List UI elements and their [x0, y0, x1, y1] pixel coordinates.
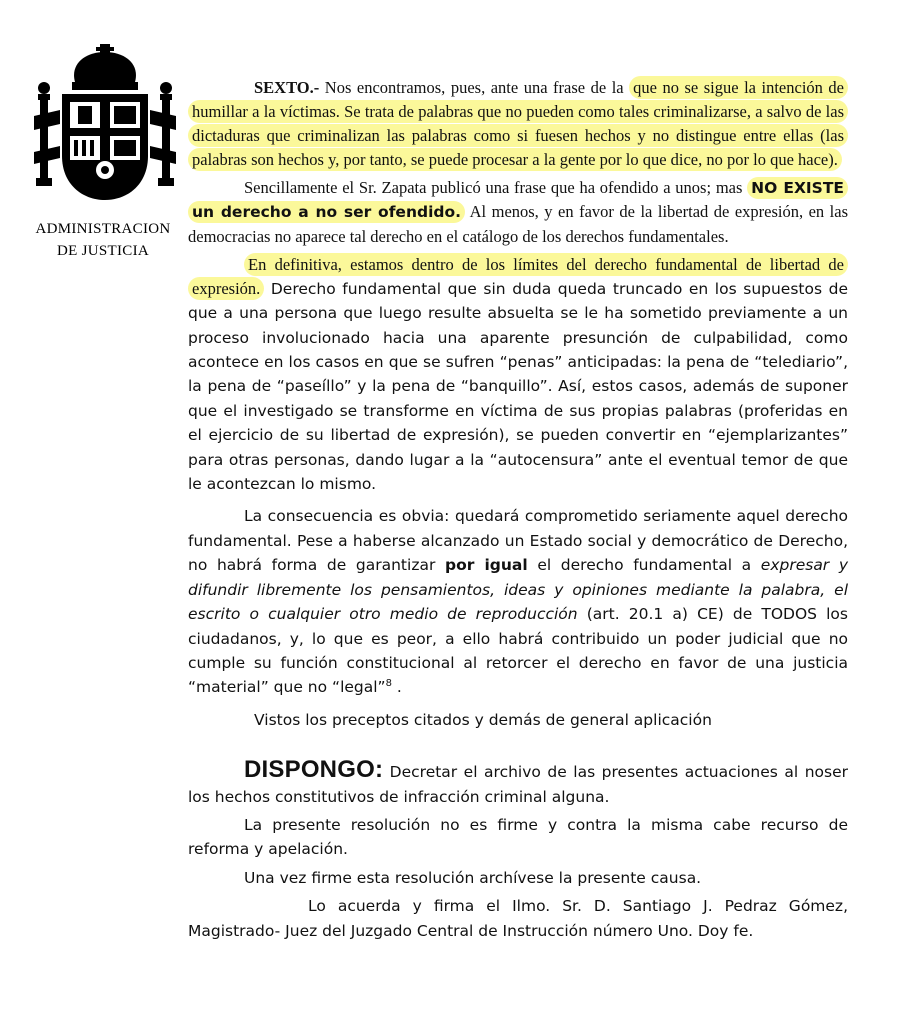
paragraph-firma: Lo acuerda y firma el Ilmo. Sr. D. Santiago J. Pedraz Gómez, Magistrado- Juez del Juzgado Central de Instrucción número Uno. Doy fe. [188, 897, 848, 940]
coat-of-arms-of-spain-icon [30, 44, 180, 204]
section-label-sexto: SEXTO.- [254, 78, 320, 97]
zapata-after: Al menos, y en favor de la libertad de expresión, en las democracias no aparece tal derecho en el catálogo de los derechos fundamentales. [188, 202, 848, 246]
footnote-reference: 8 [385, 678, 392, 690]
sexto-intro: Nos encontramos, pues, ante una frase de la [319, 78, 630, 97]
consecuencia-part2: el derecho fundamental a [527, 556, 761, 575]
consecuencia-end: . [391, 678, 402, 697]
consecuencia-part3: (art. 20.1 a) CE) de TODOS los ciudadanos, y, lo que es peor, a ello habrá contribuido un poder judicial que no cumple su función constitucional al retorcer el derecho en favor de una justicia “material” que no “legal” [188, 605, 848, 697]
consecuencia-italic: expresar y difundir libremente los pensamientos, ideas y opiniones mediante la palabra, el escrito o cualquier otro medio de reproducción [188, 556, 848, 624]
paragraph-archivese: Una vez firme esta resolución archívese la presente causa. [244, 868, 702, 887]
institution-line-2: DE JUSTICIA [56, 243, 150, 259]
ruling-body [188, 76, 848, 943]
paragraph-sexto [188, 76, 848, 172]
consecuencia-part1: La consecuencia es obvia: quedará comprometido seriamente aquel derecho fundamental. Pese a haberse alcanzado un Estado social y democrático de Derecho, no habrá forma de garantizar [188, 507, 848, 575]
consecuencia-bold: por igual [444, 556, 528, 575]
paragraph-consecuencia [188, 504, 848, 699]
zapata-highlight: NO EXISTE un derecho a no ser ofendido. [188, 177, 848, 223]
paragraph-firmeza: La presente resolución no es firme y contra la misma cabe recurso de reforma y apelación. [188, 815, 848, 859]
institution-line-1: ADMINISTRACION [35, 221, 171, 237]
institution-name [18, 218, 188, 262]
definitiva-rest: Derecho fundamental que sin duda queda truncado en los supuestos de que a una persona que luego resulte absuelta se le ha sometido previamente a un proceso involucionado hacia una aparente presunción de culpabilidad, como acontece en los casos en que se sufren “penas” anticipadas: la pena de “telediario”, la pena de “paseíllo” y la pena de “banquillo”. Así, estos casos, además de suponer que el investigado se transforme en víctima de sus propias palabras (proferidas en el ejercicio de su libertad de expresión), se pueden convertir en “ejemplarizantes” para otras personas, dando lugar a la “autocensura” ante el eventual temor de que le acontezcan lo mismo. [188, 279, 848, 494]
sexto-highlight: que no se sigue la intención de humillar a la víctimas. Se trata de palabras que no pueden como tales criminalizarse, a salvo de las dictaduras que criminalizan las palabras como si fuesen hechos y no distingue entre ellas (las palabras son hechos y, por tanto, se puede procesar a la gente por lo que dice, no por lo que hace). [188, 76, 848, 171]
paragraph-definitiva [188, 253, 848, 497]
dispongo-text: Decretar el archivo de las presentes actuaciones al noser los hechos constitutivos de infracción criminal alguna. [188, 763, 848, 806]
paragraph-dispongo [188, 758, 848, 809]
dispongo-heading: DISPONGO: [244, 756, 384, 784]
paragraph-vistos: Vistos los preceptos citados y demás de general aplicación [254, 710, 712, 729]
zapata-before: Sencillamente el Sr. Zapata publicó una frase que ha ofendido a unos; mas [244, 178, 748, 197]
paragraph-zapata [188, 176, 848, 249]
definitiva-highlight: En definitiva, estamos dentro de los límites del derecho fundamental de libertad de expresión. [188, 253, 848, 300]
